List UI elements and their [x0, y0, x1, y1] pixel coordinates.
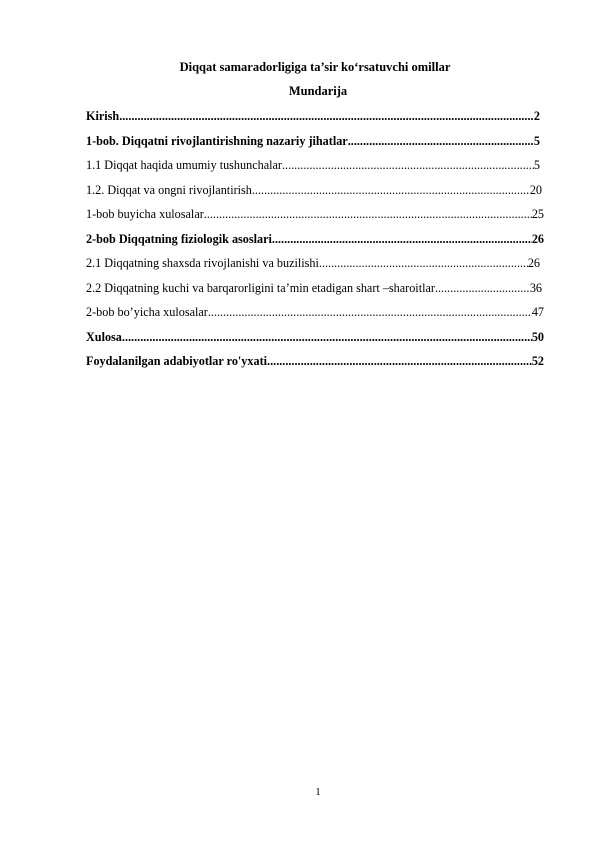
toc-dot-leader [119, 108, 534, 124]
toc-entry-title: 1-bob. Diqqatni rivojlantirishning nazariy jihatlar [86, 133, 348, 148]
toc-entry[interactable] [86, 108, 546, 133]
toc-dot-leader [252, 182, 530, 198]
toc-entry[interactable] [86, 280, 546, 305]
table-of-contents [86, 108, 546, 378]
toc-entry-page: 5 [533, 133, 540, 148]
toc-entry-title: Kirish [86, 109, 120, 123]
toc-entry[interactable] [86, 255, 546, 280]
toc-dot-leader [348, 133, 534, 149]
page-number: 1 [315, 786, 321, 798]
toc-entry[interactable] [86, 206, 546, 231]
toc-dot-leader [272, 231, 532, 247]
toc-entry-page: 50 [531, 329, 544, 344]
toc-entry-title: Foydalanilgan adabiyotlar ro'yxati [86, 354, 268, 368]
toc-entry-title: 1.2. Diqqat va ongni rivojlantirish [86, 182, 252, 197]
toc-entry-page: 26 [527, 256, 540, 270]
toc-entry-page: 47 [531, 305, 544, 319]
toc-entry-page: 26 [531, 231, 544, 246]
toc-entry-title: 1-bob buyicha xulosalar [86, 207, 204, 221]
toc-entry-title: 2-bob bo’yicha xulosalar [86, 305, 208, 319]
toc-entry-title: 2.2 Diqqatning kuchi va barqarorligini ta’min etadigan shart –sharoitlar [86, 280, 435, 295]
toc-entry[interactable] [86, 133, 546, 158]
toc-entry-title: 2-bob Diqqatning fiziologik asoslari [86, 231, 272, 246]
toc-entry-page: 5 [533, 158, 540, 172]
toc-dot-leader [122, 329, 532, 345]
toc-entry[interactable] [86, 304, 546, 329]
toc-dot-leader [208, 304, 532, 320]
toc-heading: Mundarija [288, 84, 348, 98]
toc-entry[interactable] [86, 231, 546, 256]
document-title: Diqqat samaradorligiga ta’sir ko‘rsatuvchi omillar [179, 60, 451, 74]
toc-entry-page: 20 [529, 182, 542, 197]
toc-entry-page: 36 [529, 280, 542, 295]
toc-entry[interactable] [86, 157, 546, 182]
toc-entry-title: 2.1 Diqqatning shaxsda rivojlanishi va buzilishi [86, 256, 319, 270]
toc-dot-leader [204, 206, 532, 222]
toc-entry[interactable] [86, 329, 546, 354]
toc-entry[interactable] [86, 182, 546, 207]
toc-dot-leader [267, 353, 532, 369]
toc-dot-leader [319, 255, 528, 271]
toc-entry-title: Xulosa [86, 329, 122, 344]
toc-entry-title: 1.1 Diqqat haqida umumiy tushunchalar [86, 158, 282, 172]
toc-entry-page: 2 [533, 109, 540, 123]
toc-dot-leader [435, 280, 530, 296]
toc-dot-leader [282, 157, 534, 173]
toc-entry-page: 25 [531, 207, 544, 221]
toc-entry[interactable] [86, 353, 546, 378]
toc-entry-page: 52 [531, 354, 544, 368]
